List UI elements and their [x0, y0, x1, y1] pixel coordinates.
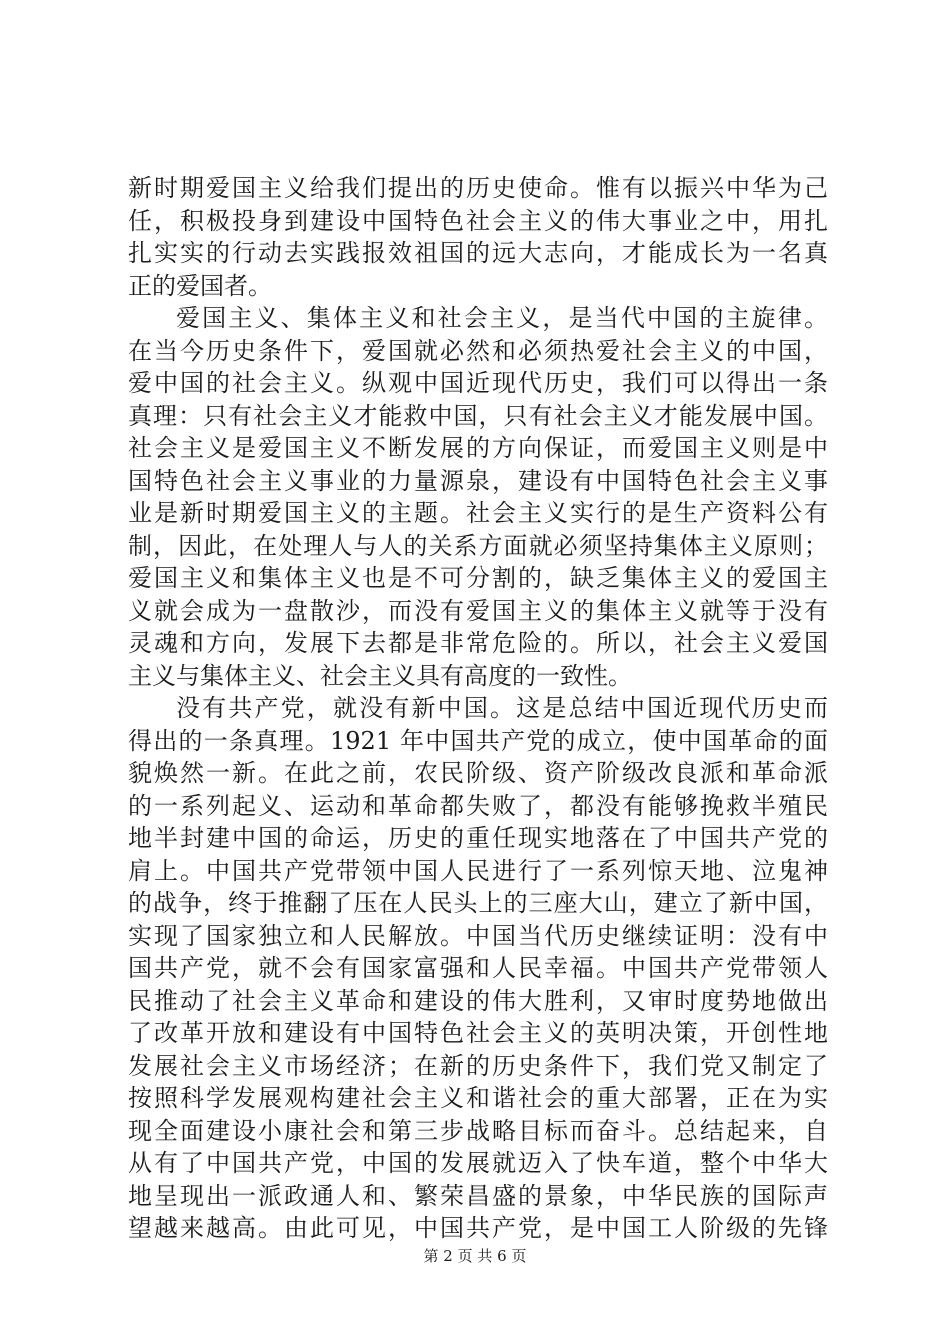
- paragraph-first-line: 爱国主义、集体主义和社会主义，是当代中国的主旋律。: [176, 304, 828, 332]
- text-line: 扎实实的行动去实践报效祖国的远大志向，才能成长为一名真: [128, 239, 828, 267]
- text-line: 现全面建设小康社会和第三步战略目标而奋斗。总结起来，自: [128, 1116, 828, 1145]
- text-line: 望越来越高。由此可见，中国共产党，是中国工人阶级的先锋: [128, 1214, 828, 1242]
- text-line: 发展社会主义市场经济；在新的历史条件下，我们党又制定了: [128, 1051, 828, 1080]
- text-line: 国共产党，就不会有国家富强和人民幸福。中国共产党带领人: [128, 954, 828, 982]
- text-line: 国特色社会主义事业的力量源泉，建设有中国特色社会主义事: [128, 466, 828, 495]
- text-line: 地呈现出一派政通人和、繁荣昌盛的景象，中华民族的国际声: [128, 1181, 828, 1210]
- text-line: 新时期爱国主义给我们提出的历史使命。惟有以振兴中华为己: [128, 174, 828, 202]
- text-line: 爱中国的社会主义。纵观中国近现代历史，我们可以得出一条: [128, 369, 828, 397]
- body-text: [128, 172, 828, 1245]
- page-number-footer: 第 2 页 共 6 页: [423, 1247, 527, 1265]
- text-line: 灵魂和方向，发展下去都是非常危险的。所以，社会主义爱国: [128, 629, 828, 657]
- text-line: 的一系列起义、运动和革命都失败了，都没有能够挽救半殖民: [128, 791, 828, 820]
- paragraph-first-line: 没有共产党，就没有新中国。这是总结中国近现代历史而: [176, 694, 828, 722]
- text-line: 正的爱国者。: [128, 271, 272, 300]
- text-line: 任，积极投身到建设中国特色社会主义的伟大事业之中，用扎: [128, 206, 828, 235]
- text-line: 地半封建中国的命运，历史的重任现实地落在了中国共产党的: [128, 824, 828, 852]
- text-line: 的战争，终于推翻了压在人民头上的三座大山，建立了新中国，: [128, 889, 828, 917]
- text-line: 制，因此，在处理人与人的关系方面就必须坚持集体主义原则；: [128, 531, 828, 560]
- text-line: 实现了国家独立和人民解放。中国当代历史继续证明：没有中: [128, 921, 828, 950]
- text-line: 社会主义是爱国主义不断发展的方向保证，而爱国主义则是中: [128, 434, 828, 462]
- text-line: 业是新时期爱国主义的主题。社会主义实行的是生产资料公有: [128, 499, 828, 527]
- text-line: 按照科学发展观构建社会主义和谐社会的重大部署，正在为实: [128, 1084, 828, 1112]
- text-line: 肩上。中国共产党带领中国人民进行了一系列惊天地、泣鬼神: [128, 856, 828, 885]
- text-line: 貌焕然一新。在此之前，农民阶级、资产阶级改良派和革命派: [128, 759, 828, 787]
- text-line: 义就会成为一盘散沙，而没有爱国主义的集体主义就等于没有: [128, 596, 828, 625]
- text-line: 真理：只有社会主义才能救中国，只有社会主义才能发展中国。: [128, 401, 828, 430]
- text-line: 在当今历史条件下，爱国就必然和必须热爱社会主义的中国，: [128, 336, 828, 365]
- text-line: 民推动了社会主义革命和建设的伟大胜利，又审时度势地做出: [128, 986, 828, 1015]
- text-line: 了改革开放和建设有中国特色社会主义的英明决策，开创性地: [128, 1019, 828, 1047]
- text-line: 得出的一条真理。1921 年中国共产党的成立，使中国革命的面: [128, 726, 828, 755]
- text-line: 从有了中国共产党，中国的发展就迈入了快车道，整个中华大: [128, 1149, 828, 1177]
- text-line: 爱国主义和集体主义也是不可分割的，缺乏集体主义的爱国主: [128, 564, 828, 592]
- text-line: 主义与集体主义、社会主义具有高度的一致性。: [128, 661, 632, 690]
